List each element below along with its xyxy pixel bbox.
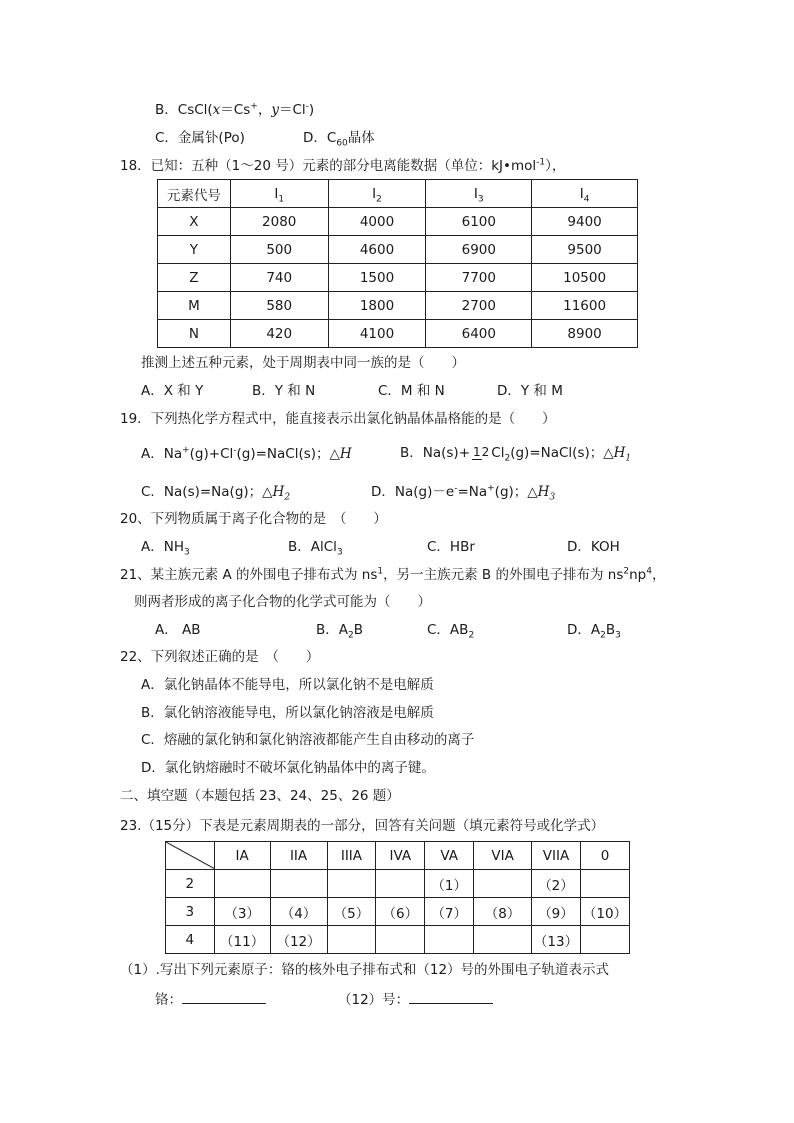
q21-option-d: D．$A_2B_3$	[567, 622, 621, 641]
table-cell: 9500	[532, 236, 638, 264]
group-header: IA	[214, 842, 270, 870]
group-header: IVA	[376, 842, 425, 870]
table-row	[166, 898, 630, 926]
table-header-row	[158, 180, 638, 208]
table-cell	[474, 870, 532, 898]
table-cell: （1）	[425, 870, 474, 898]
table-cell: 420	[230, 320, 328, 348]
q19-option-a: A．Na+(g)+Cl-(g)=NaCl(s)；△H	[141, 445, 352, 462]
group-header: 0	[580, 842, 629, 870]
table-cell: 6900	[426, 236, 532, 264]
element-code: N	[158, 320, 231, 348]
table-cell: 8900	[532, 320, 638, 348]
q22-option-c: C．熔融的氯化钠和氯化钠溶液都能产生自由移动的离子	[141, 732, 475, 748]
q21-option-b: B．$A_2B$	[316, 622, 363, 641]
ionization-energy-table	[157, 179, 638, 348]
table-cell: 10500	[532, 264, 638, 292]
table-cell	[425, 926, 474, 954]
answer-blank[interactable]	[182, 989, 266, 1004]
element-code: Y	[158, 236, 231, 264]
table-row	[158, 236, 638, 264]
q18-option-c: C．M 和 N	[378, 383, 445, 399]
table-corner-cell: 元素代号	[158, 180, 231, 208]
q19-option-c: C．Na(s)=Na(g)；$\triangle H_2$	[141, 484, 291, 503]
table-cell	[327, 926, 376, 954]
table-cell: （5）	[327, 898, 376, 926]
answer-line-element-12	[338, 989, 493, 1009]
header-i2: $I_2$	[328, 180, 426, 208]
q18-stem: 18．已知：五种（1～20 号）元素的部分电离能数据（单位：kJ•mol$^{-1}$），	[120, 157, 566, 174]
table-cell: 740	[230, 264, 328, 292]
q20-option-c: C．HBr	[427, 539, 475, 555]
table-row	[158, 320, 638, 348]
q20-stem: 20、下列物质属于离子化合物的是 （ ）	[120, 511, 387, 527]
table-cell: （7）	[425, 898, 474, 926]
table-cell	[580, 870, 629, 898]
table-cell: 7700	[426, 264, 532, 292]
table-cell: （9）	[532, 898, 581, 926]
table-cell: （10）	[580, 898, 629, 926]
table-cell: （13）	[532, 926, 581, 954]
table-cell: 580	[230, 292, 328, 320]
diagonal-corner-cell	[166, 842, 215, 870]
q18-option-b: B．Y 和 N	[252, 383, 316, 399]
q20-option-a: A．$NH_3$	[141, 539, 190, 558]
group-header: IIIA	[327, 842, 376, 870]
blank-label: （12）号：	[338, 992, 410, 1008]
period-label: 3	[166, 898, 215, 926]
q18-question: 推测上述五种元素，处于周期表中同一族的是（ ）	[141, 355, 465, 371]
table-cell	[580, 926, 629, 954]
table-row	[166, 926, 630, 954]
table-cell: 6100	[426, 208, 532, 236]
table-cell: 1800	[328, 292, 426, 320]
period-label: 2	[166, 870, 215, 898]
q22-option-b: B．氯化钠溶液能导电，所以氯化钠溶液是电解质	[141, 705, 434, 721]
table-row	[158, 208, 638, 236]
group-header: VIIA	[532, 842, 581, 870]
q21-option-c: C．$AB_2$	[427, 622, 475, 641]
q22-option-d: D．氯化钠熔融时不破坏氯化钠晶体中的离子键。	[141, 760, 435, 776]
q17-option-c: C．金属钋(Po)	[155, 130, 245, 146]
table-cell: （12）	[270, 926, 327, 954]
group-header: VIA	[474, 842, 532, 870]
header-i1: $I_1$	[230, 180, 328, 208]
q18-option-a: A．X 和 Y	[141, 383, 204, 399]
period-label: 4	[166, 926, 215, 954]
answer-line-chromium	[155, 989, 266, 1009]
q23-sub1: （1）.写出下列元素原子：铬的核外电子排布式和（12）号的外围电子轨道表示式	[120, 962, 610, 978]
table-cell	[376, 926, 425, 954]
table-cell: （2）	[532, 870, 581, 898]
table-cell	[376, 870, 425, 898]
table-cell: 4100	[328, 320, 426, 348]
q19-option-b: B．Na(s)+ 12 $Cl_2(g)=NaCl(s)$；$\triangle H_1$	[400, 445, 632, 464]
element-code: X	[158, 208, 231, 236]
table-cell: 2080	[230, 208, 328, 236]
q22-option-a: A．氯化钠晶体不能导电，所以氯化钠不是电解质	[141, 677, 434, 693]
diagonal-line	[166, 842, 215, 869]
table-cell	[270, 870, 327, 898]
table-cell: 1500	[328, 264, 426, 292]
header-i4: $I_4$	[532, 180, 638, 208]
table-cell: （3）	[214, 898, 270, 926]
table-cell: 4000	[328, 208, 426, 236]
q22-stem: 22、下列叙述正确的是 （ ）	[120, 649, 320, 665]
table-header-row	[166, 842, 630, 870]
table-cell	[327, 870, 376, 898]
table-row	[166, 870, 630, 898]
table-cell	[214, 870, 270, 898]
q20-option-d: D．KOH	[567, 539, 620, 555]
table-cell: 500	[230, 236, 328, 264]
group-header: IIA	[270, 842, 327, 870]
table-cell	[474, 926, 532, 954]
table-cell: 4600	[328, 236, 426, 264]
q21-stem-line2: 则两者形成的离子化合物的化学式可能为（ ）	[134, 594, 431, 610]
table-cell: （4）	[270, 898, 327, 926]
element-code: M	[158, 292, 231, 320]
periodic-table-fragment	[165, 841, 630, 954]
q21-stem-line1: 21、某主族元素 A 的外围电子排布式为 $ns^1$，另一主族元素 B 的外围电子排布为 $ns^2np^4$，	[120, 566, 666, 583]
q19-option-d: D．Na(g)－e-=Na+(g)；$\triangle H_3$	[371, 483, 556, 503]
element-code: Z	[158, 264, 231, 292]
table-cell: （11）	[214, 926, 270, 954]
answer-blank[interactable]	[409, 989, 493, 1004]
table-cell: 2700	[426, 292, 532, 320]
q17-option-d: D．$C_{60}$晶体	[303, 130, 375, 149]
fraction-half: 12	[473, 445, 490, 459]
section-heading: 二、填空题（本题包括 23、24、25、26 题）	[120, 788, 400, 804]
table-cell: 6400	[426, 320, 532, 348]
q23-stem: 23.（15分）下表是元素周期表的一部分，回答有关问题（填元素符号或化学式）	[120, 818, 605, 834]
table-row	[158, 292, 638, 320]
q20-option-b: B．AlCl$_3$	[288, 539, 343, 558]
blank-label: 铬：	[155, 992, 182, 1008]
q18-option-d: D．Y 和 M	[497, 383, 563, 399]
header-i3: $I_3$	[426, 180, 532, 208]
q17-option-b: B．CsCl(x＝Cs+，y＝Cl-)	[155, 101, 315, 118]
group-header: VA	[425, 842, 474, 870]
table-row	[158, 264, 638, 292]
table-cell: （6）	[376, 898, 425, 926]
table-cell: （8）	[474, 898, 532, 926]
q21-option-a: A． AB	[155, 622, 201, 638]
table-cell: 9400	[532, 208, 638, 236]
table-cell: 11600	[532, 292, 638, 320]
q19-stem: 19．下列热化学方程式中，能直接表示出氯化钠晶体晶格能的是（ ）	[120, 411, 556, 427]
